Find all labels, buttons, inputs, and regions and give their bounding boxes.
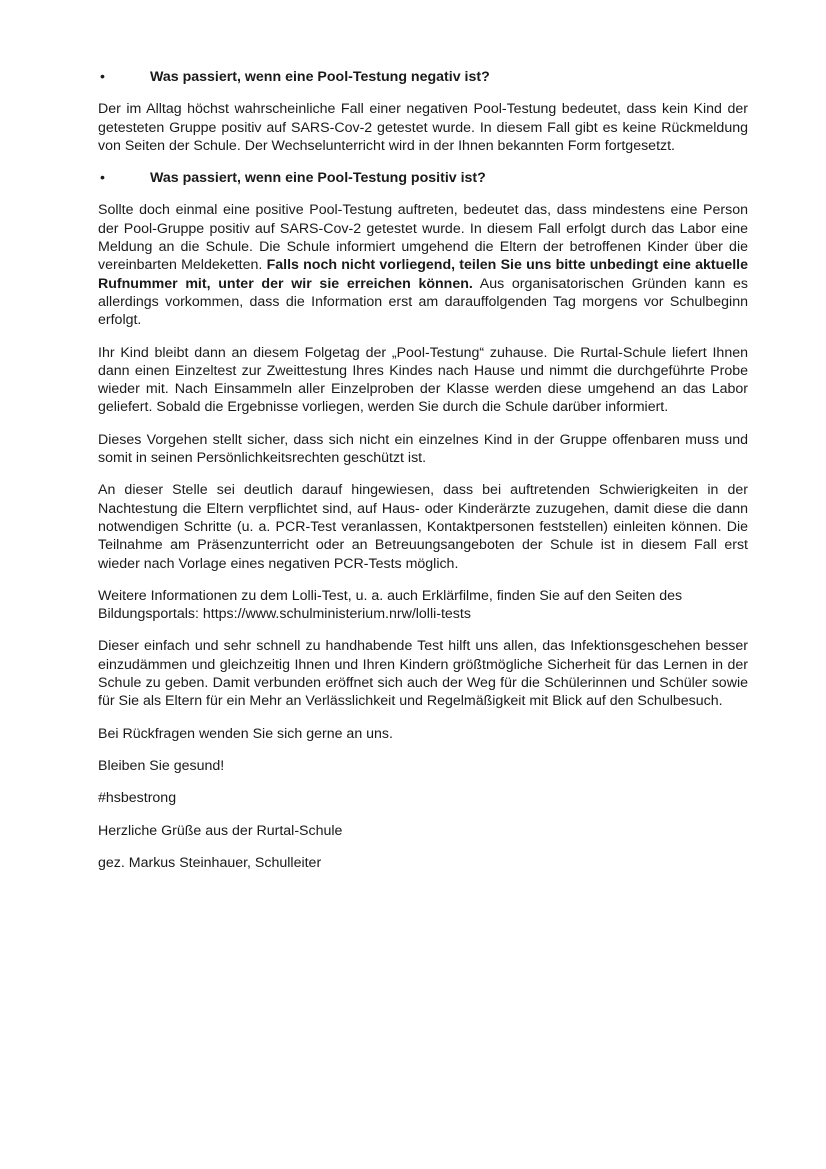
paragraph-positive-start: Sollte doch einmal eine positive Pool-Testung auftreten, bedeutet das, dass mindestens eine Person der Pool-Gruppe positiv auf SARS-Cov-2 getestet wurde. In diesem Fall erfolgt durch das Labor eine Meldung an die Schule. Die Schule informiert umgehend die Eltern der betroffenen Kinder über die vereinbarten Meldeketten. (98, 202, 748, 274)
paragraph-greeting: Herzliche Grüße aus der Rurtal-Schule (98, 822, 343, 839)
paragraph-positive (98, 201, 748, 329)
heading-positive-text: Was passiert, wenn eine Pool-Testung positiv ist? (150, 170, 486, 187)
paragraph-hashtag: #hsbestrong (98, 790, 177, 807)
paragraph-follow-day: Ihr Kind bleibt dann an diesem Folgetag der „Pool-Testung“ zuhause. Die Rurtal-Schule liefert Ihnen dann einen Einzeltest zur Zweittestung Ihres Kindes nach Hause und nimmt die durchgeführte Probe wieder mit. Nach Einsammeln aller Einzelproben der Klasse werden diese umgehend an das Labor geliefert. Sobald die Ergebnisse vorliegen, werden Sie durch die Schule darüber informiert. (98, 344, 748, 416)
paragraph-positive-emphasis: Falls noch nicht vorliegend, teilen Sie uns bitte unbedingt eine aktuelle Rufnummer mit, unter der wir sie erreichen können. (98, 257, 748, 292)
document-page (98, 68, 748, 886)
bullet-icon: • (100, 170, 105, 187)
paragraph-positive-end: Aus organisatorischen Gründen kann es allerdings vorkommen, dass die Information erst am darauffolgenden Tag morgens vor Schulbeginn erfolgt. (98, 275, 748, 329)
heading-negative-text: Was passiert, wenn eine Pool-Testung negativ ist? (150, 69, 490, 85)
signature-line: gez. Markus Steinhauer, Schulleiter (98, 854, 322, 871)
heading-positive (98, 169, 748, 187)
paragraph-questions: Bei Rückfragen wenden Sie sich gerne an uns. (98, 725, 393, 742)
paragraph-negative: Der im Alltag höchst wahrscheinliche Fall einer negativen Pool-Testung bedeutet, dass kein Kind der getesteten Gruppe positiv auf SARS-Cov-2 getestet wurde. In diesem Fall gibt es keine Rückmeldung von Seiten der Schule. Der Wechselunterricht wird in der Ihnen bekannten Form fortgesetzt. (98, 101, 748, 154)
paragraph-closing: Dieser einfach und sehr schnell zu handhabende Test hilft uns allen, das Infektionsgeschehen besser einzudämmen und gleichzeitig Ihnen und Ihren Kindern größtmögliche Sicherheit für das Lernen in der Schule zu geben. Damit verbunden eröffnet sich auch der Weg für die Schülerinnen und Schüler sowie für Sie als Eltern für ein Mehr an Verlässlichkeit und Regelmäßigkeit mit Blick auf den Schulbesuch. (98, 638, 748, 710)
bullet-icon: • (100, 69, 105, 85)
paragraph-privacy: Dieses Vorgehen stellt sicher, dass sich nicht ein einzelnes Kind in der Gruppe offenbaren muss und somit in seinen Persönlichkeitsrechten geschützt ist. (98, 431, 748, 467)
heading-negative (98, 68, 748, 86)
paragraph-stay-healthy: Bleiben Sie gesund! (98, 757, 225, 774)
paragraph-difficulties: An dieser Stelle sei deutlich darauf hingewiesen, dass bei auftretenden Schwierigkeiten in der Nachtestung die Eltern verpflichtet sind, auf Haus- oder Kinderärzte zuzugehen, damit diese die dann notwendigen Schritte (u. a. PCR-Test veranlassen, Kontaktpersonen feststellen) einleiten können. Die Teilnahme am Präsenzunterricht oder an Betreuungsangeboten der Schule ist in diesem Fall erst wieder nach Vorlage eines negativen PCR-Tests möglich. (98, 482, 748, 572)
paragraph-more-info: Weitere Informationen zu dem Lolli-Test, u. a. auch Erklärfilme, finden Sie auf den Seiten des Bildungsportals: https://www.schulministerium.nrw/lolli-tests (98, 587, 683, 623)
